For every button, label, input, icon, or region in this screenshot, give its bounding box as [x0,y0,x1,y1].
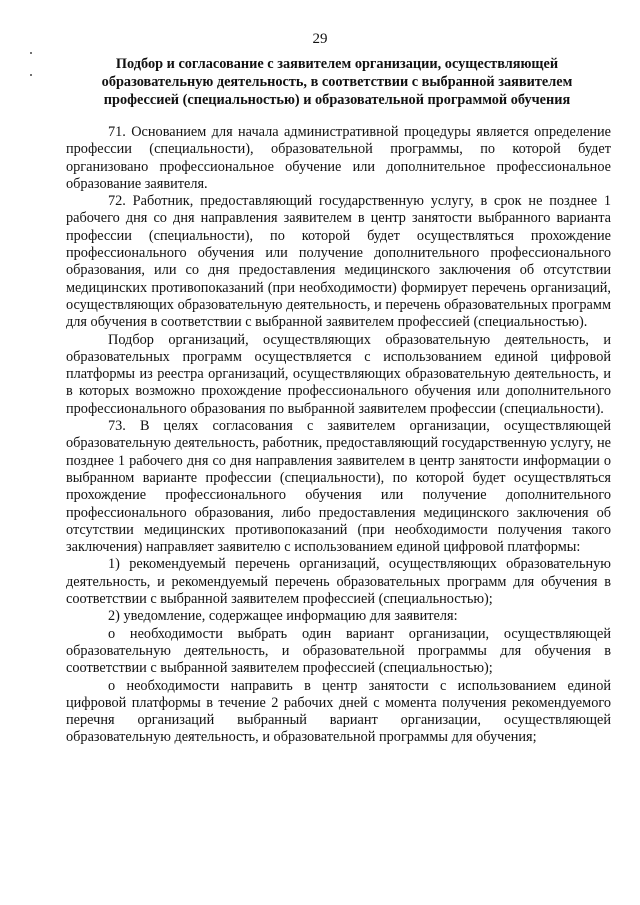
paragraph-73: 73. В целях согласования с заявителем организации, осуществляющей образовательную деятельность, работник, предоставляющий государственную услугу, не позднее 1 рабочего дня со дня направления заявителем в центр занятости информации о выбранном варианте профессии (специальности), по которой будет осуществляться прохождение профессионального обучения или получение дополнительного профессионального образования, либо предоставления медицинского заключения об отсутствии медицинских противопоказаний (при необходимости получения такого заключения) направляет заявителю с использованием единой цифровой платформы: [66,418,611,556]
notice-item-send: о необходимости направить в центр занятости с использованием единой цифровой платформы в течение 2 рабочих дней с момента получения рекомендуемого перечня организаций выбранный вариант организации, осуществляющей образовательную деятельность, и образовательной программы для обучения; [66,677,611,746]
section-heading-line: Подбор и согласование с заявителем организации, осуществляющей [115,56,559,72]
section-heading-line: профессией (специальностью) и образовательной программой обучения [103,92,571,108]
page-number: 29 [312,31,328,47]
scan-speck [30,74,32,76]
list-item-2: 2) уведомление, содержащее информацию для заявителя: [108,608,458,625]
paragraph-71: 71. Основанием для начала административной процедуры является определение профессии (специальности), образовательной программы, по которой будет организовано профессиональное обучение или дополнительное профессиональное образование заявителя. [66,124,611,192]
paragraph-selection: Подбор организаций, осуществляющих образовательную деятельность, и образовательных программ осуществляется с использованием единой цифровой платформы из реестра организаций, осуществляющих образовательную деятельность, и в которых возможно прохождение профессионального обучения или дополнительного профессионального образования по выбранной заявителем профессии (специальности). [66,331,611,417]
section-heading [66,55,608,109]
scan-speck [30,52,32,54]
list-item-1: 1) рекомендуемый перечень организаций, осуществляющих образовательную деятельность, и рекомендуемый перечень образовательных программ для обучения в соответствии с выбранной заявителем профессией (специальностью); [66,556,611,608]
section-heading-line: образовательную деятельность, в соответствии с выбранной заявителем [101,74,573,90]
notice-item-choose: о необходимости выбрать один вариант организации, осуществляющей образовательную деятельность, и образовательной программы для обучения в соответствии с выбранной заявителем профессией (специальностью); [66,625,611,677]
document-body [66,124,611,747]
paragraph-72: 72. Работник, предоставляющий государственную услугу, в срок не позднее 1 рабочего дня со дня направления заявителем в центр занятости выбранного варианта профессии (специальности), по которой будет осуществляться прохождение профессионального обучения или получение дополнительного профессионального образования, или со дня предоставления медицинского заключения об отсутствии медицинских противопоказаний (при необходимости) формирует перечень организаций, осуществляющих образовательную деятельность, и перечень образовательных программ для обучения в соответствии с выбранной заявителем профессией (специальностью). [66,193,611,331]
